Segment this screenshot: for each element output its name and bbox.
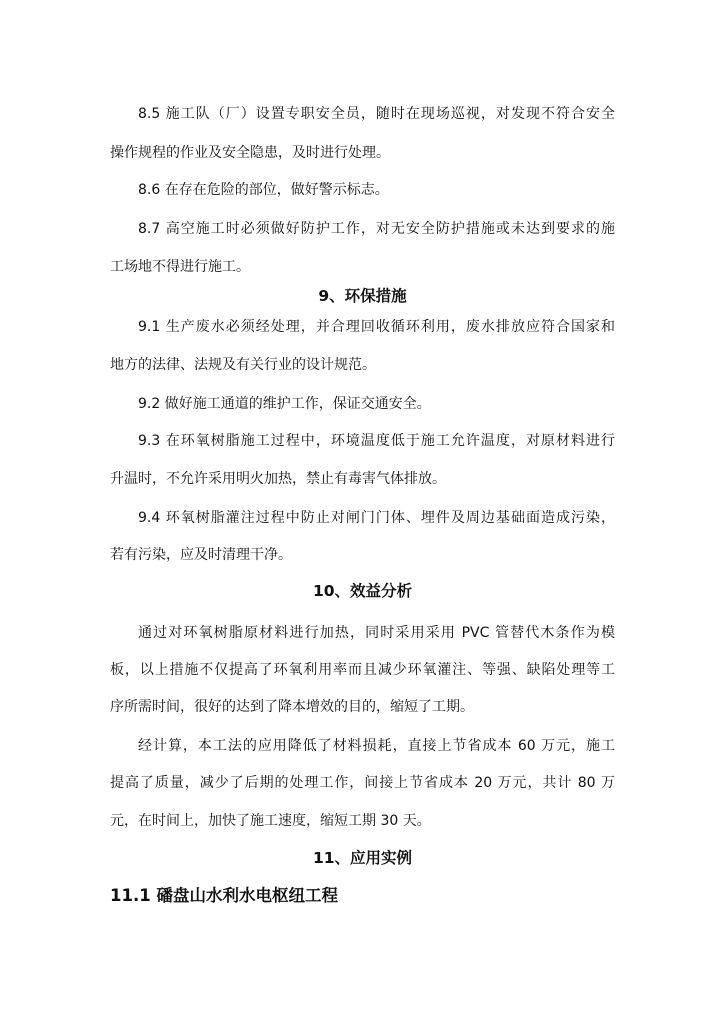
para-10-1-line-2: 板，以上措施不仅提高了环氧利用率而且减少环氧灌注、等强、缺陷处理等工: [110, 662, 615, 678]
section-10-heading: 10、效益分析: [312, 582, 413, 600]
para-8-6-line-1: 8.6 在存在危险的部位，做好警示标志。: [138, 182, 389, 198]
para-8-5-line-1: 8.5 施工队（厂）设置专职安全员，随时在现场巡视，对发现不符合安全: [138, 106, 615, 122]
para-9-2-line-1: 9.2 做好施工通道的维护工作，保证交通安全。: [138, 396, 431, 412]
para-10-1-line-1: 通过对环氧树脂原材料进行加热，同时采用采用 PVC 管替代木条作为模: [138, 625, 615, 641]
para-9-1-line-2: 地方的法律、法规及有关行业的设计规范。: [110, 357, 376, 373]
para-10-2-line-3: 元，在时间上，加快了施工速度，缩短工期 30 天。: [110, 813, 431, 829]
para-8-5-line-2: 操作规程的作业及安全隐患，及时进行处理。: [110, 145, 390, 161]
section-9-heading: 9、环保措施: [318, 287, 407, 305]
para-9-4-line-2: 若有污染，应及时清理干净。: [110, 547, 292, 563]
para-8-7-line-1: 8.7 高空施工时必须做好防护工作，对无安全防护措施或未达到要求的施: [138, 221, 615, 237]
para-9-4-line-1: 9.4 环氧树脂灌注过程中防止对闸门门体、埋件及周边基础面造成污染，: [138, 510, 615, 526]
section-11-heading: 11、应用实例: [312, 849, 413, 867]
para-8-7-line-2: 工场地不得进行施工。: [110, 259, 250, 275]
para-10-2-line-1: 经计算，本工法的应用降低了材料损耗，直接上节省成本 60 万元，施工: [138, 738, 615, 754]
para-10-2-line-2: 提高了质量，减少了后期的处理工作，间接上节省成本 20 万元，共计 80 万: [110, 775, 615, 791]
section-11-1-subheading: 11.1 磻盘山水利水电枢纽工程: [110, 886, 338, 905]
para-9-3-line-1: 9.3 在环氧树脂施工过程中，环境温度低于施工允许温度，对原材料进行: [138, 433, 615, 449]
para-10-1-line-3: 序所需时间，很好的达到了降本增效的目的，缩短了工期。: [110, 699, 474, 715]
para-9-3-line-2: 升温时，不允许采用明火加热，禁止有毒害气体排放。: [110, 471, 446, 487]
para-9-1-line-1: 9.1 生产废水必须经处理，并合理回收循环利用，废水排放应符合国家和: [138, 319, 615, 335]
